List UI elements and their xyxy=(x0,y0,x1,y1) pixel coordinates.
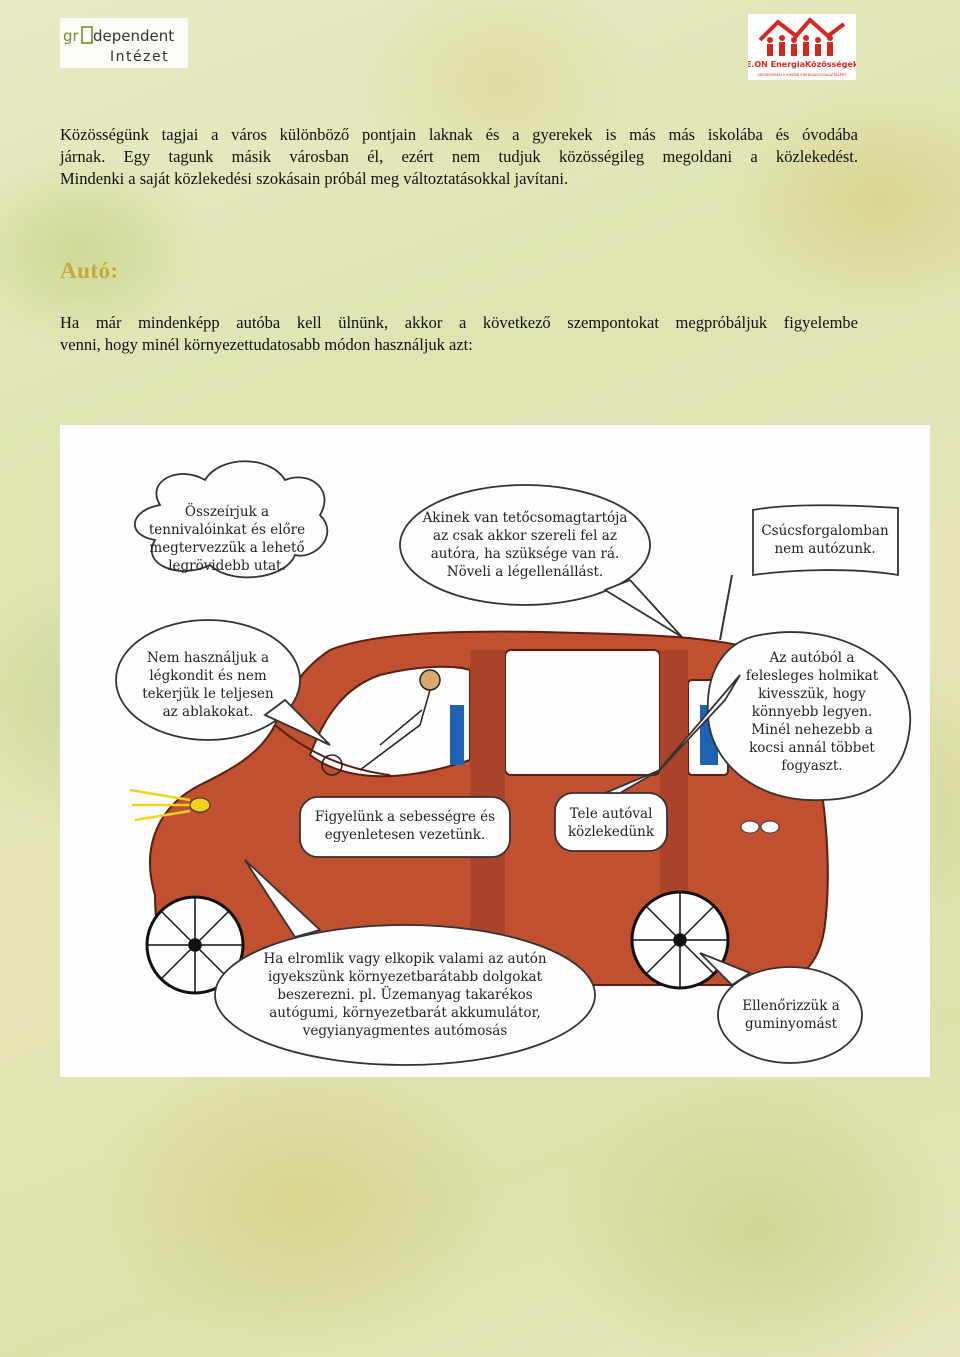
svg-text:dependent: dependent xyxy=(93,27,175,45)
intro-paragraph xyxy=(60,124,858,190)
bubble-line: Minél nehezebb a xyxy=(751,722,873,738)
intro-line: járnak. Egy tagunk másik városban él, ezért nem tudjuk közösségileg megoldani a közlekedést. xyxy=(60,147,858,166)
bubble-no-ac xyxy=(128,649,288,721)
bubble-full-car xyxy=(557,805,665,841)
car-drawing xyxy=(60,425,930,1077)
bubble-line: Akinek van tetőcsomagtartója xyxy=(422,510,628,526)
intro-line: Mindenki a saját közlekedési szokásain próbál meg változtatásokkal javítani. xyxy=(60,169,569,188)
bubble-line: Ha elromlik vagy elkopik valami az autón xyxy=(263,951,547,967)
bubble-line: felesleges holmikat xyxy=(745,668,879,684)
bubble-rush-hour xyxy=(755,522,895,558)
bubble-roof-rack xyxy=(410,509,640,581)
bubble-line: Összeírjuk a xyxy=(184,504,270,520)
bubble-line: megtervezzük a lehető xyxy=(149,540,305,556)
bubble-line: guminyomást xyxy=(744,1016,838,1032)
bubble-line: vegyianyagmentes autómosás xyxy=(302,1023,508,1039)
bubble-plan-route xyxy=(132,503,322,575)
bubble-line: beszerezni. pl. Üzemanyag takarékos xyxy=(277,987,533,1003)
svg-text:E.ON EnergiaKözösségek: E.ON EnergiaKözösségek xyxy=(748,60,856,69)
bubble-line: fogyaszt. xyxy=(781,758,843,774)
bubble-line: Ellenőrizzük a xyxy=(742,998,840,1014)
bubble-speed xyxy=(302,808,508,844)
bubble-line: tekerjük le teljesen xyxy=(142,686,274,702)
bubble-line: az ablakokat. xyxy=(162,704,254,720)
bubble-line: Csúcsforgalomban xyxy=(761,523,889,539)
antenna xyxy=(720,575,732,640)
rear-light xyxy=(761,821,779,833)
bubble-eco-parts xyxy=(235,950,575,1040)
svg-text:VERSENYBEN A KISEBB ENERGIAFOG: VERSENYBEN A KISEBB ENERGIAFOGYASZTÁSÉRT xyxy=(757,73,847,77)
bubble-2-tail xyxy=(605,580,682,637)
bubble-line: légkondit és nem xyxy=(149,668,267,684)
section-line: venni, hogy minél környezettudatosabb módon használjuk azt: xyxy=(60,335,473,354)
rear-wheel xyxy=(632,892,728,988)
bubble-line: Figyelünk a sebességre és xyxy=(314,809,496,825)
bubble-line: egyenletesen vezetünk. xyxy=(324,827,486,843)
headlight xyxy=(190,798,210,812)
bubble-line: az csak akkor szereli fel az xyxy=(433,528,617,544)
bubble-line: Nem használjuk a xyxy=(146,650,270,666)
bubble-remove-weight xyxy=(732,649,892,775)
bubble-line: könnyebb legyen. xyxy=(751,704,873,720)
bubble-line: Tele autóval xyxy=(569,806,653,822)
bubble-line: legrövidebb utat. xyxy=(168,558,286,574)
svg-text:gr: gr xyxy=(63,27,79,45)
bubble-line: tennivalóinkat és előre xyxy=(148,522,306,538)
bubble-line: Az autóból a xyxy=(769,650,855,666)
bubble-line: autógumi, környezetbarát akkumulátor, xyxy=(269,1005,541,1021)
section-heading: Autó: xyxy=(60,258,119,283)
bubble-line: Növeli a légellenállást. xyxy=(446,564,604,580)
bubble-line: autóra, ha szüksége van rá. xyxy=(430,546,620,562)
bubble-line: közlekedünk xyxy=(567,824,655,840)
svg-text:Intézet: Intézet xyxy=(110,49,170,65)
eon-energiakozossegek-logo xyxy=(748,14,856,80)
section-paragraph xyxy=(60,312,858,356)
greendependent-logo xyxy=(60,18,188,68)
bubble-line: nem autózunk. xyxy=(774,541,876,557)
intro-line: Közösségünk tagjai a város különböző pontjain laknak és a gyerekek is más más iskolába és óvodába xyxy=(60,125,858,144)
bubble-tire-pressure xyxy=(726,997,856,1033)
bubble-line: kivesszük, hogy xyxy=(758,686,866,702)
rear-light xyxy=(741,821,759,833)
bubble-line: kocsi annál többet xyxy=(749,740,875,756)
bubble-line: igyekszünk környezetbarátabb dolgokat xyxy=(267,969,542,985)
section-line: Ha már mindenképp autóba kell ülnünk, akkor a következő szempontokat megpróbáljuk figyelembe xyxy=(60,313,858,332)
